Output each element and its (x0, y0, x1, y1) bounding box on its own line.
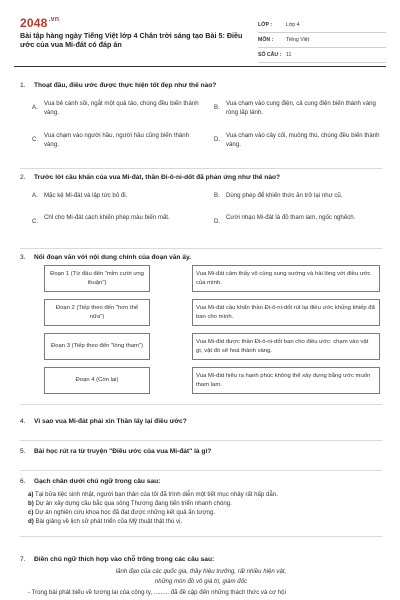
option-text: Vua chạm vào cung điện, cả cung điện biến thành vàng ròng lấp lánh. (226, 100, 376, 116)
info-table (258, 18, 386, 63)
sub-item-text[interactable]: Dự án nghiên cứu khoa học đã đạt được những kết quả ấn tượng. (35, 509, 215, 516)
question-4 (20, 418, 382, 425)
match-right-item-2[interactable]: Vua Mi-đát cầu khẩn thần Đi-ô-ni-dốt rút lại điều ước khủng khiếp đã ban cho mình. (192, 299, 380, 326)
info-row-grade (258, 18, 386, 33)
question-number: 7. (20, 556, 26, 563)
info-value: 11 (286, 52, 292, 58)
info-label: SỐ CÂU : (258, 52, 282, 58)
option-text: Vua chạm vào người hầu, người hầu cũng biến thành vàng. (44, 132, 190, 148)
info-label: LỚP : (258, 22, 273, 28)
match-right-item-3[interactable]: Vua Mi-đát được thần Đi-ô-ni-dốt ban cho điều ước: chạm vào vật gì, vật đó sẽ hoá thành vàng. (192, 333, 380, 360)
option-letter: A. (32, 192, 38, 199)
option-letter: C. (32, 136, 39, 143)
question-1-options (32, 100, 382, 160)
question-7 (20, 556, 382, 563)
question-number: 5. (20, 448, 26, 455)
info-row-count (258, 48, 386, 63)
option-a[interactable] (32, 192, 202, 201)
sub-item-d (28, 517, 382, 526)
sub-item-c (28, 508, 382, 517)
site-logo[interactable] (20, 16, 59, 30)
sub-item-a (28, 490, 382, 499)
info-value: Tiếng Việt (286, 37, 310, 43)
option-text: Chỉ cho Mi-đát cách khiến phép màu biến mất. (44, 214, 170, 221)
document-title: Bài tập hàng ngày Tiếng Việt lớp 4 Chân trời sáng tạo Bài 5: Điều ước của vua Mi-đát có đáp án (20, 31, 243, 49)
option-letter: D. (214, 136, 221, 143)
logo-suffix: .vn (48, 16, 60, 23)
option-text: Cười nhạo Mi-đát là đồ tham lam, ngốc nghếch. (226, 214, 356, 221)
question-text: Vì sao vua Mi-đát phải xin Thần lấy lại điều ước? (34, 418, 187, 425)
header-divider (14, 66, 386, 67)
question-number: 1. (20, 82, 26, 89)
option-text: Vua chạm vào cây cối, muông thú, chúng đều biến thành vàng. (226, 132, 380, 148)
sub-item-letter: a) (28, 491, 34, 498)
question-text: Trước lời cầu khẩn của vua Mi-đát, thần Đi-ô-ni-dốt đã phản ứng như thế nào? (34, 174, 281, 181)
option-c[interactable] (32, 214, 202, 227)
option-letter: B. (214, 104, 220, 111)
question-6-items (28, 490, 382, 526)
match-left-item-2[interactable]: Đoạn 2 (Tiếp theo đến "hơn thế nữa") (44, 299, 150, 326)
question-text: Thoạt đầu, điều ước được thực hiện tốt đẹp như thế nào? (34, 82, 217, 89)
sub-item-letter: c) (28, 509, 34, 516)
document-header (14, 10, 386, 62)
question-number: 3. (20, 254, 26, 261)
fill-blank-line[interactable]: - Trong bài phát biểu về tương lai của công ty, ......... đã đề cập đến những thách thức và cơ hội (28, 589, 286, 596)
sub-item-b (28, 499, 382, 508)
question-number: 2. (20, 174, 26, 181)
question-divider (20, 536, 382, 537)
question-divider (20, 470, 382, 471)
option-c[interactable] (32, 132, 202, 149)
option-b[interactable] (214, 192, 382, 201)
question-2-options (32, 192, 382, 242)
question-6 (20, 478, 382, 485)
question-number: 6. (20, 478, 26, 485)
option-b[interactable] (214, 100, 382, 117)
question-2 (20, 174, 382, 181)
option-letter: C. (32, 218, 39, 225)
option-text: Mặc kệ Mi-đát và lập tức bỏ đi. (44, 192, 128, 199)
question-number: 4. (20, 418, 26, 425)
question-text: Bài học rút ra từ truyện "Điều ước của vua Mi-đát" là gì? (34, 448, 212, 455)
question-text: Nối đoạn văn với nội dung chính của đoạn văn ấy. (34, 254, 191, 261)
question-divider (20, 440, 382, 441)
question-text: Điền chủ ngữ thích hợp vào chỗ trống trong các câu sau: (34, 556, 215, 563)
info-value: Lớp 4 (286, 22, 300, 28)
option-a[interactable] (32, 100, 202, 117)
option-d[interactable] (214, 214, 382, 227)
option-letter: A. (32, 104, 38, 111)
question-3 (20, 254, 382, 261)
match-left-item-4[interactable]: Đoạn 4 (Còn lại) (44, 367, 150, 394)
match-right-item-4[interactable]: Vua Mi-đát hiểu ra hạnh phúc không thể xây dựng bằng ước muốn tham lam. (192, 367, 380, 394)
match-right-item-1[interactable]: Vua Mi-đát cảm thấy vô cùng sung sướng và hài lòng với điều ước của mình. (192, 265, 380, 292)
sub-item-text[interactable]: Bài giảng về lịch sử phát triển của Mỹ thuật thật thú vị. (35, 518, 183, 525)
match-left-item-1[interactable]: Đoạn 1 (Từ đầu đến "mỉm cười ưng thuận") (44, 265, 150, 292)
option-letter: D. (214, 218, 221, 225)
option-letter: B. (214, 192, 220, 199)
question-1 (20, 82, 382, 89)
question-divider (20, 248, 382, 249)
option-text: Dùng phép để khiến thức ăn trở lại như cũ. (226, 192, 343, 199)
question-divider (20, 168, 382, 169)
word-bank-line-2: những món đồ vô giá trị, giám đốc (154, 578, 248, 585)
sub-item-text[interactable]: Tại bữa tiệc sinh nhật, người bạn thân của tôi đã trình diễn một tiết mục nhảy rất hấp dẫn. (35, 491, 278, 498)
option-d[interactable] (214, 132, 382, 149)
question-5 (20, 448, 382, 455)
sub-item-letter: d) (28, 518, 34, 525)
info-label: MÔN : (258, 37, 274, 43)
option-text: Vua bẻ cành sồi, ngắt một quả táo, chúng đều biến thành vàng. (44, 100, 199, 116)
info-row-subject (258, 33, 386, 48)
logo-text: 2048 (20, 16, 48, 30)
question-divider (20, 404, 382, 405)
sub-item-text[interactable]: Dự án xây dựng cầu bắc qua sông Thương đang tiến triển nhanh chóng. (35, 500, 232, 507)
question-text: Gạch chân dưới chủ ngữ trong câu sau: (34, 478, 161, 485)
match-left-item-3[interactable]: Đoạn 3 (Tiếp theo đến "lòng tham") (44, 333, 150, 360)
word-bank-line-1: lãnh đạo của các quốc gia, thầy hiệu trưởng, rất nhiều hiện vật, (115, 568, 287, 575)
sub-item-letter: b) (28, 500, 34, 507)
